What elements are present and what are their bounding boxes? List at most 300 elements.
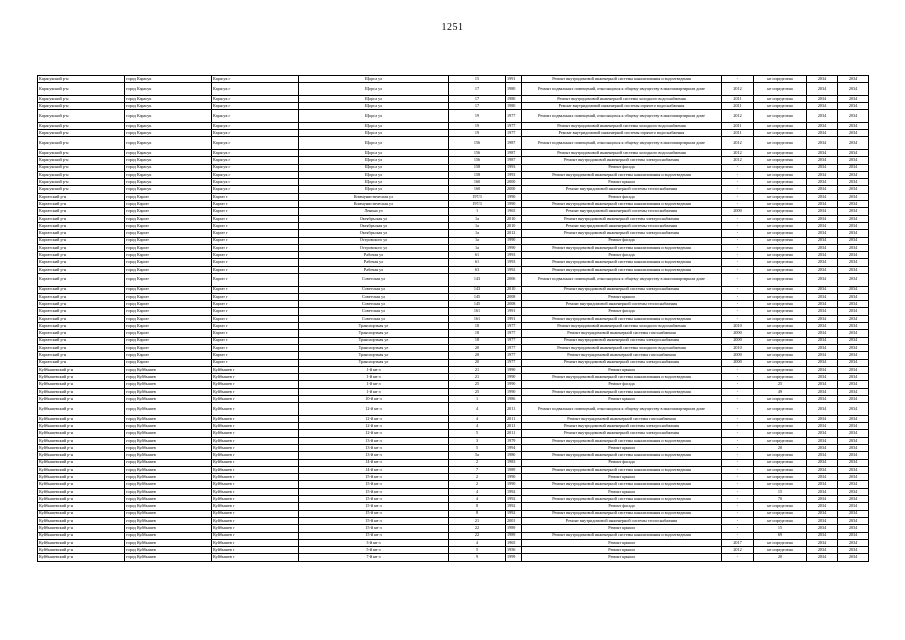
plan-start-cell: 2034 (807, 374, 838, 381)
district-cell: Карасукский р-н (38, 83, 125, 96)
street-cell: 14-й кв-л (299, 466, 449, 473)
plan-start-cell: 2034 (807, 274, 838, 287)
plan-end-cell: 2034 (838, 193, 869, 200)
cost-cell: не определена (754, 337, 807, 344)
locality-cell: Карасук г (212, 76, 299, 83)
work-type-cell: Ремонт внутридомовой инженерной системы канализования и водоотведения (522, 244, 722, 251)
municipality-cell: город Карасук (125, 130, 212, 137)
locality-cell: Куйбышев г (212, 517, 299, 524)
plan-end-cell: 2034 (838, 496, 869, 503)
cost-cell: не определена (754, 481, 807, 488)
house-number-cell: 4 (449, 488, 506, 495)
house-number-cell: 145 (449, 301, 506, 308)
plan-start-cell: 2034 (807, 315, 838, 322)
last-repair-year-cell: 2010 (722, 323, 754, 330)
year-built-cell: 1977 (506, 122, 522, 129)
street-cell: Щорса ул (299, 157, 449, 164)
house-number-cell: 17 (449, 103, 506, 110)
locality-cell: Куйбышев г (212, 459, 299, 466)
house-number-cell: 1 (449, 395, 506, 402)
last-repair-year-cell: 2017 (722, 539, 754, 546)
year-built-cell: 1977 (506, 337, 522, 344)
work-type-cell: Ремонт подвальных помещений, относящихся к общему имуществу в многоквартирном доме (522, 110, 722, 123)
street-cell: 15-й кв-л (299, 510, 449, 517)
district-cell: Куйбышевский р-н (38, 525, 125, 532)
street-cell: Островского ул (299, 237, 449, 244)
house-number-cell: 1а (449, 244, 506, 251)
cost-cell: не определена (754, 193, 807, 200)
work-type-cell: Ремонт внутридомовой инженерной системы теплоснабжения (522, 517, 722, 524)
year-built-cell: 1980 (506, 103, 522, 110)
municipality-cell: город Карасук (125, 179, 212, 186)
locality-cell: Каргат г (212, 323, 299, 330)
work-type-cell: Ремонт внутридомовой инженерной системы электроснабжения (522, 157, 722, 164)
district-cell: Карасукский р-н (38, 103, 125, 110)
street-cell: Щорса ул (299, 76, 449, 83)
plan-end-cell: 2034 (838, 415, 869, 422)
table-row (38, 474, 869, 481)
locality-cell: Карасук г (212, 149, 299, 156)
plan-end-cell: 2034 (838, 286, 869, 293)
plan-end-cell: 2034 (838, 437, 869, 444)
municipality-cell: город Каргат (125, 293, 212, 300)
street-cell: Щорса ул (299, 179, 449, 186)
last-repair-year-cell: - (722, 481, 754, 488)
table-row (38, 510, 869, 517)
cost-cell: не определена (754, 474, 807, 481)
locality-cell: Куйбышев г (212, 547, 299, 554)
last-repair-year-cell: - (722, 222, 754, 229)
plan-end-cell: 2034 (838, 503, 869, 510)
street-cell: Щорса ул (299, 83, 449, 96)
plan-start-cell: 2034 (807, 474, 838, 481)
work-type-cell: Ремонт крыши (522, 547, 722, 554)
table-row (38, 525, 869, 532)
plan-end-cell: 2034 (838, 301, 869, 308)
house-number-cell: 8 (449, 510, 506, 517)
work-type-cell: Ремонт подвальных помещений, относящихся к общему имуществу в многоквартирном доме (522, 83, 722, 96)
house-number-cell: 156 (449, 157, 506, 164)
street-cell: Щорса ул (299, 130, 449, 137)
district-cell: Куйбышевский р-н (38, 466, 125, 473)
year-built-cell: 1992 (506, 496, 522, 503)
last-repair-year-cell: - (722, 381, 754, 388)
cost-cell: не определена (754, 83, 807, 96)
cost-cell: не определена (754, 466, 807, 473)
work-type-cell: Ремонт внутридомовой инженерной системы теплоснабжения (522, 186, 722, 193)
district-cell: Куйбышевский р-н (38, 517, 125, 524)
municipality-cell: город Каргат (125, 215, 212, 222)
house-number-cell: 145 (449, 293, 506, 300)
locality-cell: Куйбышев г (212, 554, 299, 561)
table-row (38, 344, 869, 351)
street-cell: Рабочая ул (299, 259, 449, 266)
district-cell: Каргатский р-н (38, 230, 125, 237)
work-type-cell: Ремонт внутридомовой инженерной системы холодного водоснабжения (522, 344, 722, 351)
locality-cell: Каргат г (212, 344, 299, 351)
street-cell: Транспортная ул (299, 330, 449, 337)
table-row (38, 274, 869, 287)
plan-start-cell: 2034 (807, 496, 838, 503)
year-built-cell: 1977 (506, 330, 522, 337)
municipality-cell: город Каргат (125, 330, 212, 337)
plan-end-cell: 2034 (838, 330, 869, 337)
municipality-cell: город Куйбышев (125, 517, 212, 524)
street-cell: Щорса ул (299, 186, 449, 193)
last-repair-year-cell: 2012 (722, 83, 754, 96)
year-built-cell: 1977 (506, 323, 522, 330)
plan-end-cell: 2034 (838, 222, 869, 229)
plan-start-cell: 2034 (807, 122, 838, 129)
repair-schedule-table (37, 75, 869, 562)
plan-start-cell: 2034 (807, 532, 838, 539)
work-type-cell: Ремонт внутридомовой инженерной системы электроснабжения (522, 337, 722, 344)
last-repair-year-cell: - (722, 496, 754, 503)
house-number-cell: 1а (449, 222, 506, 229)
municipality-cell: город Куйбышев (125, 388, 212, 395)
street-cell: Советская ул (299, 293, 449, 300)
municipality-cell: город Карасук (125, 83, 212, 96)
plan-start-cell: 2034 (807, 130, 838, 137)
work-type-cell: Ремонт внутридомовой инженерной системы электроснабжения (522, 230, 722, 237)
work-type-cell: Ремонт крыши (522, 179, 722, 186)
municipality-cell: город Каргат (125, 201, 212, 208)
house-number-cell: 15 (449, 76, 506, 83)
street-cell: 15-й кв-л (299, 488, 449, 495)
last-repair-year-cell: - (722, 395, 754, 402)
plan-start-cell: 2034 (807, 237, 838, 244)
year-built-cell: 1991 (506, 76, 522, 83)
district-cell: Карасукский р-н (38, 95, 125, 102)
last-repair-year-cell: - (722, 459, 754, 466)
year-built-cell: 2008 (506, 301, 522, 308)
locality-cell: Карасук г (212, 110, 299, 123)
last-repair-year-cell: - (722, 366, 754, 373)
district-cell: Каргатский р-н (38, 215, 125, 222)
last-repair-year-cell: - (722, 415, 754, 422)
last-repair-year-cell: 2011 (722, 130, 754, 137)
page-number: 1251 (441, 22, 464, 33)
table-row (38, 76, 869, 83)
cost-cell: не определена (754, 423, 807, 430)
municipality-cell: город Куйбышев (125, 503, 212, 510)
cost-cell: не определена (754, 274, 807, 287)
table-row (38, 186, 869, 193)
year-built-cell: 1977 (506, 130, 522, 137)
plan-start-cell: 2034 (807, 517, 838, 524)
work-type-cell: Ремонт внутридомовой инженерной системы канализования и водоотведения (522, 466, 722, 473)
house-number-cell: 63 (449, 266, 506, 273)
table-row (38, 517, 869, 524)
last-repair-year-cell: 2011 (722, 122, 754, 129)
plan-start-cell: 2034 (807, 539, 838, 546)
municipality-cell: город Куйбышев (125, 539, 212, 546)
last-repair-year-cell: - (722, 437, 754, 444)
locality-cell: Куйбышев г (212, 366, 299, 373)
plan-start-cell: 2034 (807, 488, 838, 495)
street-cell: Октябрьская ул (299, 215, 449, 222)
street-cell: Щорса ул (299, 103, 449, 110)
last-repair-year-cell: - (722, 179, 754, 186)
cost-cell: не определена (754, 137, 807, 150)
work-type-cell: Ремонт крыши (522, 488, 722, 495)
locality-cell: Куйбышев г (212, 503, 299, 510)
year-built-cell: 1990 (506, 201, 522, 208)
year-built-cell: 1992 (506, 488, 522, 495)
work-type-cell: Ремонт внутридомовой инженерной системы теплоснабжения (522, 222, 722, 229)
plan-start-cell: 2034 (807, 110, 838, 123)
house-number-cell: 2 (449, 459, 506, 466)
table-row (38, 244, 869, 251)
street-cell: 1-й кв-л (299, 381, 449, 388)
last-repair-year-cell: - (722, 274, 754, 287)
municipality-cell: город Куйбышев (125, 444, 212, 451)
district-cell: Куйбышевский р-н (38, 532, 125, 539)
district-cell: Куйбышевский р-н (38, 388, 125, 395)
district-cell: Карасукский р-н (38, 76, 125, 83)
table-row (38, 532, 869, 539)
year-built-cell: 1986 (506, 395, 522, 402)
house-number-cell: 20 (449, 352, 506, 359)
cost-cell: 20 (754, 444, 807, 451)
table-row (38, 415, 869, 422)
work-type-cell: Ремонт крыши (522, 539, 722, 546)
locality-cell: Куйбышев г (212, 539, 299, 546)
plan-start-cell: 2034 (807, 554, 838, 561)
municipality-cell: город Каргат (125, 193, 212, 200)
cost-cell: 20 (754, 554, 807, 561)
municipality-cell: город Куйбышев (125, 481, 212, 488)
year-built-cell: 1977 (506, 352, 522, 359)
street-cell: 3-й кв-л (299, 539, 449, 546)
cost-cell: не определена (754, 95, 807, 102)
plan-end-cell: 2034 (838, 388, 869, 395)
plan-end-cell: 2034 (838, 395, 869, 402)
plan-end-cell: 2034 (838, 186, 869, 193)
municipality-cell: город Карасук (125, 110, 212, 123)
cost-cell: 15 (754, 488, 807, 495)
last-repair-year-cell: 2012 (722, 547, 754, 554)
year-built-cell: 1965 (506, 539, 522, 546)
year-built-cell: 1993 (506, 164, 522, 171)
cost-cell: не определена (754, 301, 807, 308)
plan-start-cell: 2034 (807, 359, 838, 366)
district-cell: Каргатский р-н (38, 359, 125, 366)
year-built-cell: 1983 (506, 459, 522, 466)
plan-end-cell: 2034 (838, 266, 869, 273)
plan-end-cell: 2034 (838, 157, 869, 164)
municipality-cell: город Каргат (125, 237, 212, 244)
plan-start-cell: 2034 (807, 215, 838, 222)
plan-start-cell: 2034 (807, 452, 838, 459)
district-cell: Куйбышевский р-н (38, 444, 125, 451)
year-built-cell: 1990 (506, 474, 522, 481)
plan-end-cell: 2034 (838, 539, 869, 546)
locality-cell: Каргат г (212, 293, 299, 300)
street-cell: 14-й кв-л (299, 459, 449, 466)
municipality-cell: город Куйбышев (125, 381, 212, 388)
cost-cell: не определена (754, 208, 807, 215)
work-type-cell: Ремонт фасада (522, 503, 722, 510)
house-number-cell: 143 (449, 274, 506, 287)
plan-end-cell: 2034 (838, 76, 869, 83)
district-cell: Куйбышевский р-н (38, 403, 125, 416)
locality-cell: Каргат г (212, 274, 299, 287)
work-type-cell: Ремонт внутридомовой инженерной системы канализования и водоотведения (522, 266, 722, 273)
locality-cell: Каргат г (212, 352, 299, 359)
table-row (38, 388, 869, 395)
municipality-cell: город Каргат (125, 286, 212, 293)
plan-end-cell: 2034 (838, 444, 869, 451)
district-cell: Куйбышевский р-н (38, 539, 125, 546)
district-cell: Карасукский р-н (38, 179, 125, 186)
work-type-cell: Ремонт внутридомовой инженерной системы электроснабжения (522, 215, 722, 222)
work-type-cell: Ремонт фасада (522, 459, 722, 466)
street-cell: Щорса ул (299, 95, 449, 102)
locality-cell: Каргат г (212, 337, 299, 344)
plan-start-cell: 2034 (807, 230, 838, 237)
table-row (38, 293, 869, 300)
municipality-cell: город Куйбышев (125, 395, 212, 402)
locality-cell: Каргат г (212, 201, 299, 208)
plan-start-cell: 2034 (807, 83, 838, 96)
table-row (38, 122, 869, 129)
district-cell: Куйбышевский р-н (38, 437, 125, 444)
district-cell: Каргатский р-н (38, 293, 125, 300)
house-number-cell: 19 (449, 122, 506, 129)
year-built-cell: 1991 (506, 308, 522, 315)
work-type-cell: Ремонт внутридомовой инженерной системы канализования и водоотведения (522, 315, 722, 322)
locality-cell: Куйбышев г (212, 452, 299, 459)
municipality-cell: город Каргат (125, 301, 212, 308)
work-type-cell: Ремонт подвальных помещений, относящихся к общему имуществу в многоквартирном доме (522, 137, 722, 150)
house-number-cell: 156 (449, 137, 506, 150)
year-built-cell: 1987 (506, 137, 522, 150)
locality-cell: Карасук г (212, 122, 299, 129)
last-repair-year-cell: - (722, 474, 754, 481)
locality-cell: Карасук г (212, 130, 299, 137)
municipality-cell: город Куйбышев (125, 554, 212, 561)
cost-cell: не определена (754, 415, 807, 422)
last-repair-year-cell: - (722, 532, 754, 539)
table-row (38, 430, 869, 437)
table-row (38, 208, 869, 215)
plan-start-cell: 2034 (807, 149, 838, 156)
plan-start-cell: 2034 (807, 157, 838, 164)
plan-start-cell: 2034 (807, 186, 838, 193)
work-type-cell: Ремонт внутридомовой инженерной системы канализования и водоотведения (522, 388, 722, 395)
work-type-cell: Ремонт фасада (522, 252, 722, 259)
locality-cell: Каргат г (212, 315, 299, 322)
table-row (38, 237, 869, 244)
last-repair-year-cell: 2011 (722, 95, 754, 102)
municipality-cell: город Каргат (125, 222, 212, 229)
street-cell: 15-й кв-л (299, 474, 449, 481)
plan-start-cell: 2034 (807, 193, 838, 200)
plan-end-cell: 2034 (838, 293, 869, 300)
plan-end-cell: 2034 (838, 337, 869, 344)
locality-cell: Каргат г (212, 244, 299, 251)
plan-start-cell: 2034 (807, 337, 838, 344)
work-type-cell: Ремонт внутридомовой инженерной системы канализования и водоотведения (522, 510, 722, 517)
work-type-cell: Ремонт внутридомовой инженерной системы электроснабжения (522, 286, 722, 293)
house-number-cell: 2 (449, 474, 506, 481)
work-type-cell: Ремонт крыши (522, 395, 722, 402)
last-repair-year-cell: - (722, 215, 754, 222)
cost-cell: не определена (754, 110, 807, 123)
district-cell: Куйбышевский р-н (38, 430, 125, 437)
district-cell: Куйбышевский р-н (38, 481, 125, 488)
table-row (38, 488, 869, 495)
last-repair-year-cell: - (722, 517, 754, 524)
locality-cell: Каргат г (212, 286, 299, 293)
year-built-cell: 2011 (506, 415, 522, 422)
last-repair-year-cell: - (722, 430, 754, 437)
house-number-cell: 4 (449, 415, 506, 422)
municipality-cell: город Карасук (125, 164, 212, 171)
house-number-cell: 2 (449, 481, 506, 488)
municipality-cell: город Каргат (125, 252, 212, 259)
table-row (38, 330, 869, 337)
cost-cell: 25 (754, 381, 807, 388)
plan-start-cell: 2034 (807, 201, 838, 208)
table-row (38, 423, 869, 430)
locality-cell: Куйбышев г (212, 474, 299, 481)
table-row (38, 459, 869, 466)
house-number-cell: 158 (449, 164, 506, 171)
street-cell: Транспортная ул (299, 359, 449, 366)
table-row (38, 323, 869, 330)
table-row (38, 259, 869, 266)
table-row (38, 179, 869, 186)
year-built-cell: 1990 (506, 237, 522, 244)
cost-cell: не определена (754, 157, 807, 164)
district-cell: Карасукский р-н (38, 149, 125, 156)
cost-cell: не определена (754, 459, 807, 466)
year-built-cell: 1994 (506, 444, 522, 451)
year-built-cell: 1977 (506, 344, 522, 351)
street-cell: 1-й кв-л (299, 388, 449, 395)
plan-end-cell: 2034 (838, 510, 869, 517)
last-repair-year-cell: - (722, 554, 754, 561)
plan-start-cell: 2034 (807, 466, 838, 473)
plan-end-cell: 2034 (838, 315, 869, 322)
locality-cell: Карасук г (212, 137, 299, 150)
municipality-cell: город Куйбышев (125, 547, 212, 554)
cost-cell: не определена (754, 286, 807, 293)
cost-cell: 15 (754, 525, 807, 532)
last-repair-year-cell: - (722, 315, 754, 322)
municipality-cell: город Карасук (125, 171, 212, 178)
plan-end-cell: 2034 (838, 532, 869, 539)
street-cell: 12-й кв-л (299, 423, 449, 430)
year-built-cell: 1993 (506, 252, 522, 259)
table-row (38, 466, 869, 473)
table-row (38, 352, 869, 359)
plan-start-cell: 2034 (807, 76, 838, 83)
house-number-cell: 5а (449, 452, 506, 459)
last-repair-year-cell: 2000 (722, 352, 754, 359)
locality-cell: Куйбышев г (212, 510, 299, 517)
last-repair-year-cell: 2012 (722, 137, 754, 150)
plan-end-cell: 2034 (838, 215, 869, 222)
table-row (38, 95, 869, 102)
plan-end-cell: 2034 (838, 110, 869, 123)
table-row (38, 130, 869, 137)
year-built-cell: 2001 (506, 517, 522, 524)
last-repair-year-cell: - (722, 403, 754, 416)
year-built-cell: 1965 (506, 208, 522, 215)
